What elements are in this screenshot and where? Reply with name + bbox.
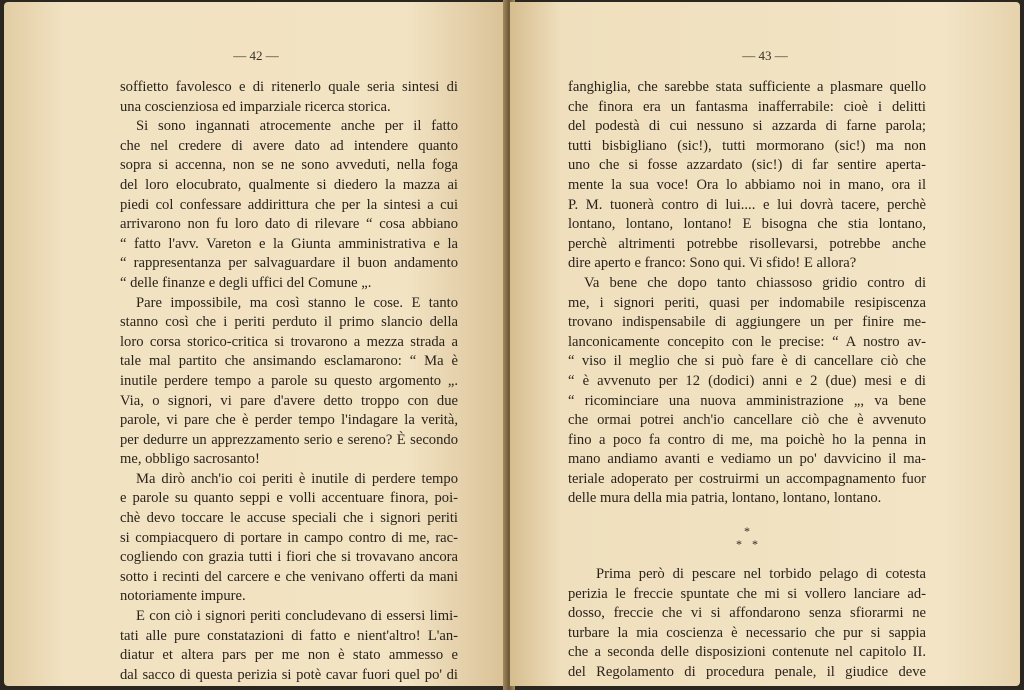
text-line: sopra si accenna, non se ne sono avveduti, nella foga [120,157,458,174]
section-separator [568,519,926,559]
text-line: mente la sua voce! Ora lo abbiamo noi in mano, ora il [568,176,926,193]
page-text [568,78,926,683]
text-line: “ ricominciare una nuova amministrazione „, va bene [568,392,926,409]
left-page [4,2,508,686]
text-line: chè devo toccare le accuse speciali che i signori periti [120,510,458,527]
separator-star: * [744,524,750,539]
text-line: Prima però di pescare nel torbido pelago di cotesta [596,566,926,583]
text-line: sotto i recinti del carcere e che venivano offerti da mani [120,568,458,585]
text-line: piedi col confessare addirittura che per la sintesi a cui [120,196,458,213]
text-line: si compiacquero di portare in campo contro di me, rac- [120,529,458,546]
text-line: parole, vi pare che è perder tempo l'indagare la verità, [120,412,458,429]
text-line: E con ciò i signori periti concludevano di essersi limi- [136,608,458,625]
text-line: del loro elocubrato, qualmente si diedero la mazza ai [120,176,458,193]
text-line: me, obbligo sacrosanto! [120,451,260,468]
text-line: P. M. tuonerà contro di lui.... e lui dovrà tacere, perchè [568,196,926,213]
text-line: notoriamente impure. [120,588,246,605]
text-line: “ fatto l'avv. Vareton e la Giunta amministrativa e la [120,235,458,252]
text-line: cogliendo con grazia tutti i fiori che si trovavano ancora [120,549,458,566]
text-line: che ormai potrei anch'io cancellare ciò che è avvenuto [568,412,926,429]
separator-star: * [752,537,768,552]
text-line: del Regolamento di procedura penale, il giudice deve [568,664,926,681]
text-line: dosso, freccie che vi si affondarono senza sfiorarmi ne [568,605,926,622]
text-line: soffietto favolesco e di ritenerlo quale seria sintesi di [120,79,458,95]
text-line: inutile perdere tempo a parole su questo argomento „. [120,372,458,389]
text-line: turbare la mia coscienza è necessario che pur si sappia [568,624,926,641]
text-line: del podestà di cui nessuno si azzarda di farne parola; [568,118,926,135]
text-line: fanghiglia, che sarebbe stata sufficiente a plasmare quello [568,79,926,95]
text-line: Via, o signori, vi pare d'avere detto troppo con due [120,392,458,409]
text-line: “ delle finanze e degli uffici del Comune „. [120,274,372,291]
text-line: tutti bisbigliano (sic!), tutti mormorano (sic!) ma non [568,137,926,154]
page-number: — 42 — [233,48,279,63]
text-line: “ viso il meglio che si può fare è di cancellare ciò che [568,353,926,370]
text-line: Pare impossibile, ma così stanno le cose. E tanto [136,294,458,311]
text-line: Ma dirò anch'io coi periti è inutile di perdere tempo [136,470,458,487]
text-line: una coscienziosa ed imparziale ricerca storica. [120,98,391,115]
text-line: che nel credere di avere dato ad intendere quanto [120,137,458,154]
text-line: delle mura della mia patria, lontano, lontano, lontano. [568,490,882,507]
spacer [568,509,926,519]
text-line: Si sono ingannati atrocemente anche per il fatto [136,118,458,135]
text-line: uno che si fosse azzardato (sic!) di far sentire aperta- [568,157,926,174]
text-line: “ rappresentanza per salvaguardare il buon andamento [120,255,458,272]
text-line: dire aperto e franco: Sono qui. Vi sfido! E allora? [568,255,857,272]
text-line: trovano indispensabile di aggiungere un per finire me- [568,314,926,331]
separator-star: * [736,537,752,552]
page-text [120,78,458,685]
text-line: Va bene che dopo tanto chiassoso gridio contro di [584,274,926,291]
text-line: mano andiamo avanti e vediamo un po' davvicino il ma- [568,451,926,468]
text-line: “ è avvenuto per 12 (dodici) anni e 2 (due) mesi e di [568,372,926,389]
text-line: loro corsa storico-critica si trovarono a mezza strada a [120,333,458,350]
separator-stars [578,538,926,551]
text-line: fino a poco fa contro di me, ma poichè ho la penna in [568,431,926,448]
text-line: e parole su quanto seppi e volli accentuare finora, poi- [120,490,458,507]
text-line: perizia le freccie spuntate che mi si vollero lanciare ad- [568,585,926,602]
text-line: dal sacco di questa perizia si potè cavar fuori quel po' di [120,666,458,683]
right-page [510,2,1020,686]
text-line: perchè altrimenti potrebbe risollevarsi, potrebbe anche [568,235,926,252]
text-line: che finora era un fantasma inafferrabile: cioè i delitti [568,98,926,115]
text-line: che a seconda delle disposizioni contenute nel capitolo II. [568,644,926,661]
text-line: arrivarono non fu loro dato di rilevare “ cosa abbiano [120,216,458,233]
text-line: tati alle pure constatazioni di fatto e nient'altro! L'an- [120,627,458,644]
text-line: me, i signori periti, quasi per indomabile resipiscenza [568,294,926,311]
text-line: tale mal partito che ansimando esclamarono: “ Ma è [120,353,458,370]
text-line: lanconicamente concepito con le precise: “ A nostro av- [568,333,926,350]
text-line: lontano, lontano, lontano! E bisogna che stia lontano, [568,216,926,233]
text-line: teriale adoperato per costruirmi un accompagnamento fuor [568,470,926,487]
text-line: per dedurre un apprezzamento serio e sereno? È secondo [120,431,458,448]
text-line: diatur et altera pars per me non è stato ammesso e [120,647,458,664]
page-number: — 43 — [742,48,788,63]
text-line: stanno così che i periti perduto il primo slancio della [120,314,458,331]
